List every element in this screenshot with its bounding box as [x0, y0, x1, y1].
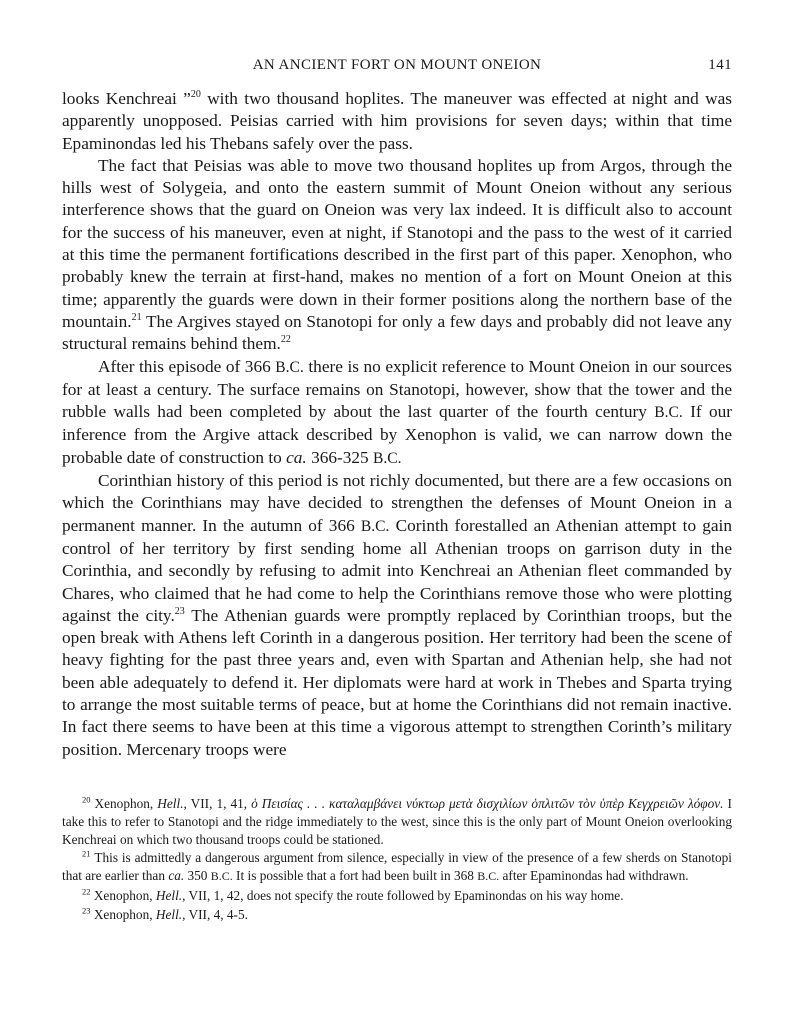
footnote: [62, 849, 732, 886]
small-caps-text: B.C.: [654, 404, 683, 422]
text-run: Corinthian history of this period is not richly documented, but there are a few occasions on which the Corinthians may have decided to strengthen the defenses of Mount Oneion in a permanent manner. In the autumn of 366: [62, 471, 732, 535]
footnote-ref: 21: [82, 848, 91, 859]
italic-text: ὁ Πεισίας . . . καταλαμβάνει νύκτωρ μετὰ δισχιλίων ὁπλιτῶν τὸν ὑπὲρ Κεγχρειῶν λόφον.: [251, 796, 724, 811]
italic-text: Hell.: [157, 796, 184, 811]
text-run: with two thousand hoplites. The maneuver was effected at night and was apparently unopposed. Peisias carried with him provisions for seven days; within that time Epaminondas led his Thebans safely over the pass.: [62, 89, 732, 153]
small-caps-text: B.C.: [477, 869, 500, 884]
footnote-ref: 23: [174, 606, 185, 618]
small-caps-text: B.C.: [373, 449, 402, 467]
body-text: [62, 88, 732, 761]
page-number: 141: [708, 57, 732, 73]
footnote-ref: 20: [190, 89, 201, 101]
small-caps-text: B.C.: [210, 869, 233, 884]
text-run: Corinth forestalled an Athenian attempt to gain control of her territory by first sending home all Athenian troops on garrison duty in the Corinthia, and secondly by refusing to admit into Kenchreai an Athenian fleet commanded by Chares, who claimed that he had come to help the Corinthians remove those who were plotting against the city.: [62, 515, 732, 625]
text-run: 350: [184, 868, 211, 884]
footnote-ref: 21: [131, 312, 142, 324]
italic-text: ca.: [168, 868, 185, 884]
paragraph: [62, 155, 732, 356]
text-run: The Argives stayed on Stanotopi for only a few days and probably did not leave any structural remains behind them.: [62, 311, 732, 354]
text-run: This is admittedly a dangerous argument from silence, especially in view of the presence of a few sherds on Stanotopi that are earlier than: [62, 850, 732, 884]
footnote-ref: 20: [82, 794, 91, 805]
footnote-ref: 23: [82, 905, 91, 916]
footnote: [62, 795, 732, 848]
text-run: , VII, 1, 41,: [183, 796, 252, 811]
small-caps-text: B.C.: [360, 517, 390, 535]
italic-text: ca.: [286, 447, 307, 467]
text-run: looks Kenchreai ”: [62, 89, 191, 108]
text-run: Xenophon,: [90, 906, 156, 922]
text-run: I take this to refer to Stanotopi and the ridge immediately to the west, since this is the only part of Mount Oneion overlooking Kenchreai on which two thousand troops could be stationed.: [62, 796, 732, 847]
text-run: Xenophon,: [90, 887, 156, 903]
text-run: 366-325: [306, 447, 373, 467]
paragraph: [62, 88, 732, 155]
text-run: Xenophon,: [90, 796, 158, 811]
text-run: , VII, 4, 4-5.: [182, 906, 248, 922]
footnote-ref: 22: [280, 334, 291, 346]
text-run: If our inference from the Argive attack described by Xenophon is valid, we can narrow down the probable date of construction to: [62, 402, 733, 467]
text-run: It is possible that a fort had been built in 368: [232, 868, 478, 884]
paragraph: [62, 356, 732, 470]
footnote: [62, 906, 732, 924]
footnote: [62, 887, 732, 905]
paragraph: [62, 470, 732, 761]
running-head: [62, 57, 732, 79]
text-run: there is no explicit reference to Mount Oneion in our sources for at least a century. The surface remains on Stanotopi, however, show that the tower and the rubble walls had been completed by about the last quarter of the fourth century: [62, 356, 732, 422]
text-run: The fact that Peisias was able to move two thousand hoplites up from Argos, through the hills west of Solygeia, and onto the eastern summit of Mount Oneion without any serious interference shows that the guard on Oneion was very lax indeed. It is difficult also to account for the success of his maneuver, even at night, if Stanotopi and the pass to the west of it carried at this time the permanent fortifications described in the first part of this paper. Xenophon, who probably knew the terrain at first-hand, makes no mention of a fort on Mount Oneion at this time; apparently the guards were down in their former positions along the northern base of the mountain.: [62, 155, 732, 331]
footnote-ref: 22: [82, 886, 91, 897]
text-run: The Athenian guards were promptly replaced by Corinthian troops, but the open break with Athens left Corinth in a dangerous position. Her territory had been the scene of heavy fighting for the past three years and, even with Spartan and Athenian help, she had not been able adequately to defend it. Her diplomats were hard at work in Thebes and Sparta trying to arrange the most suitable terms of peace, but at home the Corinthians did not remain inactive. In fact there seems to have been at this time a vigorous attempt to strengthen Corinth’s military position. Mercenary troops were: [62, 605, 732, 759]
footnotes: [62, 795, 732, 924]
small-caps-text: B.C.: [275, 358, 304, 376]
text-run: after Epaminondas had withdrawn.: [499, 868, 689, 884]
text-run: , VII, 1, 42, does not specify the route followed by Epaminondas on his way home.: [182, 887, 624, 903]
running-title: AN ANCIENT FORT ON MOUNT ONEION: [252, 57, 542, 73]
italic-text: Hell.: [155, 906, 183, 922]
italic-text: Hell.: [155, 887, 183, 903]
text-run: After this episode of 366: [98, 356, 276, 376]
